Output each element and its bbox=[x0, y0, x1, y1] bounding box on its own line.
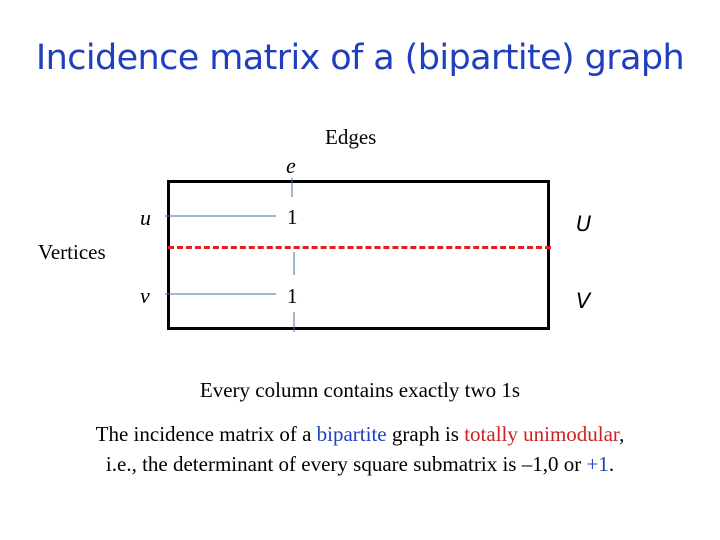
statement-line-1 bbox=[0, 422, 720, 447]
slide-title: Incidence matrix of a (bipartite) graph bbox=[35, 38, 685, 78]
values-positive: +1 bbox=[586, 452, 609, 476]
edges-label: Edges bbox=[325, 125, 377, 149]
totally-unimodular-term: totally unimodular bbox=[464, 422, 620, 446]
matrix-entry-v: 1 bbox=[287, 284, 298, 308]
statement-text-2: graph is bbox=[386, 422, 465, 446]
statement-text-4: i.e., the determinant of every square submatrix is bbox=[105, 452, 522, 476]
vertex-variable-u: u bbox=[140, 205, 151, 230]
values-negative: –1,0 bbox=[521, 452, 559, 476]
matrix-entry-u: 1 bbox=[287, 205, 298, 229]
vertices-label: Vertices bbox=[38, 240, 106, 264]
statement-text-1: The incidence matrix of a bbox=[95, 422, 317, 446]
statement-or: or bbox=[558, 452, 587, 476]
edge-variable-e: e bbox=[286, 153, 296, 178]
statement-line-2 bbox=[0, 452, 720, 477]
statement-period: . bbox=[608, 452, 615, 476]
bipartite-term: bipartite bbox=[316, 422, 387, 446]
vertex-variable-v: v bbox=[140, 283, 150, 308]
column-caption: Every column contains exactly two 1s bbox=[199, 378, 521, 402]
set-label-V: V bbox=[576, 289, 591, 313]
statement-text-3: , bbox=[619, 422, 625, 446]
set-label-U: U bbox=[576, 212, 592, 236]
